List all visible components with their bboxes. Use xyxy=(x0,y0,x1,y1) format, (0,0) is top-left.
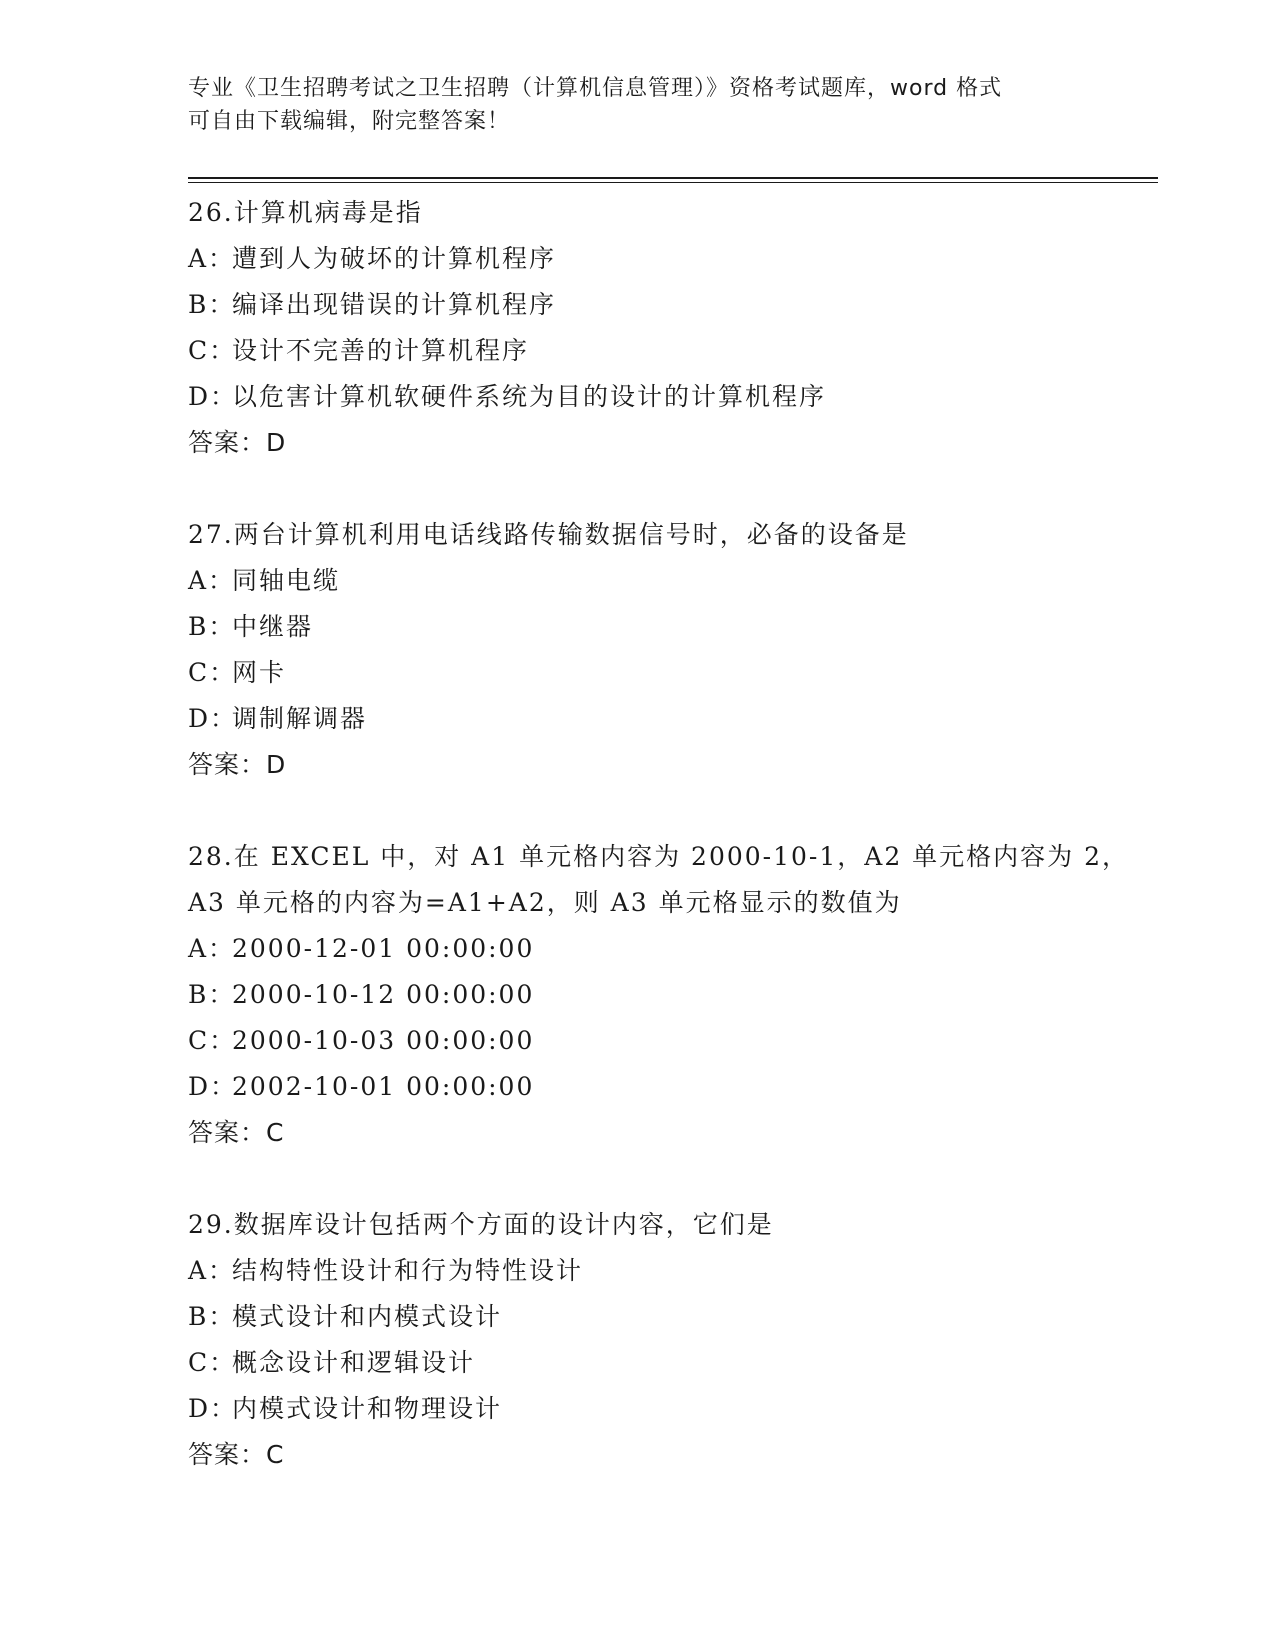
answer-option xyxy=(188,650,1158,696)
question-item xyxy=(188,834,1158,1156)
option-text: 中继器 xyxy=(232,612,314,641)
option-letter: C： xyxy=(188,336,237,365)
option-text: 内模式设计和物理设计 xyxy=(232,1394,503,1423)
answer-key: 答案：C xyxy=(188,1118,285,1147)
document-header xyxy=(188,72,1088,138)
header-line-2: 可自由下载编辑，附完整答案！ xyxy=(188,109,511,134)
option-text: 编译出现错误的计算机程序 xyxy=(232,290,557,319)
option-text: 以危害计算机软硬件系统为目的设计的计算机程序 xyxy=(232,382,827,411)
answer-key: 答案：D xyxy=(188,428,287,457)
answer-option xyxy=(188,1340,1158,1386)
option-letter: C： xyxy=(188,1348,237,1377)
answer-key: 答案：C xyxy=(188,1440,285,1469)
option-text: 遭到人为破坏的计算机程序 xyxy=(232,244,557,273)
option-letter: B： xyxy=(188,290,236,319)
answer-key: 答案：D xyxy=(188,750,287,779)
option-letter: A： xyxy=(188,934,236,963)
option-letter: C： xyxy=(188,658,237,687)
answer-option xyxy=(188,328,1158,374)
option-text: 概念设计和逻辑设计 xyxy=(232,1348,476,1377)
option-letter: D： xyxy=(188,382,238,411)
answer-option xyxy=(188,696,1158,742)
answer-option xyxy=(188,1294,1158,1340)
header-divider-thin xyxy=(188,182,1158,183)
header-line-1: 专业《卫生招聘考试之卫生招聘（计算机信息管理）》资格考试题库，word 格式 xyxy=(188,76,1003,101)
option-text: 网卡 xyxy=(232,658,287,687)
question-stem: 26.计算机病毒是指 xyxy=(188,198,423,227)
answer-option xyxy=(188,604,1158,650)
answer-option xyxy=(188,1064,1158,1110)
header-divider xyxy=(188,177,1158,179)
option-letter: D： xyxy=(188,1394,238,1423)
option-text: 结构特性设计和行为特性设计 xyxy=(232,1256,584,1285)
question-item xyxy=(188,512,1158,788)
answer-option xyxy=(188,1018,1158,1064)
option-text: 2000-12-01 00:00:00 xyxy=(232,934,535,963)
option-letter: D： xyxy=(188,704,238,733)
question-stem: 29.数据库设计包括两个方面的设计内容，它们是 xyxy=(188,1210,774,1239)
option-text: 模式设计和内模式设计 xyxy=(232,1302,503,1331)
question-list xyxy=(188,190,1158,1478)
option-letter: A： xyxy=(188,566,236,595)
answer-option xyxy=(188,236,1158,282)
option-text: 2002-10-01 00:00:00 xyxy=(232,1072,535,1101)
option-text: 2000-10-12 00:00:00 xyxy=(232,980,535,1009)
question-item xyxy=(188,1202,1158,1478)
answer-option xyxy=(188,972,1158,1018)
option-letter: A： xyxy=(188,1256,236,1285)
question-stem: 28.在 EXCEL 中，对 A1 单元格内容为 2000-10-1，A2 单元格内容为 2， xyxy=(188,842,1130,871)
option-letter: B： xyxy=(188,1302,236,1331)
answer-option xyxy=(188,926,1158,972)
answer-option xyxy=(188,1248,1158,1294)
answer-option xyxy=(188,374,1158,420)
option-text: 同轴电缆 xyxy=(232,566,341,595)
option-letter: C： xyxy=(188,1026,237,1055)
answer-option xyxy=(188,558,1158,604)
question-item xyxy=(188,190,1158,466)
question-stem: A3 单元格的内容为=A1+A2，则 A3 单元格显示的数值为 xyxy=(188,888,902,917)
question-stem: 27.两台计算机利用电话线路传输数据信号时，必备的设备是 xyxy=(188,520,909,549)
option-letter: D： xyxy=(188,1072,238,1101)
option-letter: B： xyxy=(188,612,236,641)
answer-option xyxy=(188,1386,1158,1432)
answer-option xyxy=(188,282,1158,328)
option-letter: A： xyxy=(188,244,236,273)
option-text: 调制解调器 xyxy=(232,704,368,733)
option-letter: B： xyxy=(188,980,236,1009)
option-text: 设计不完善的计算机程序 xyxy=(232,336,530,365)
option-text: 2000-10-03 00:00:00 xyxy=(232,1026,535,1055)
